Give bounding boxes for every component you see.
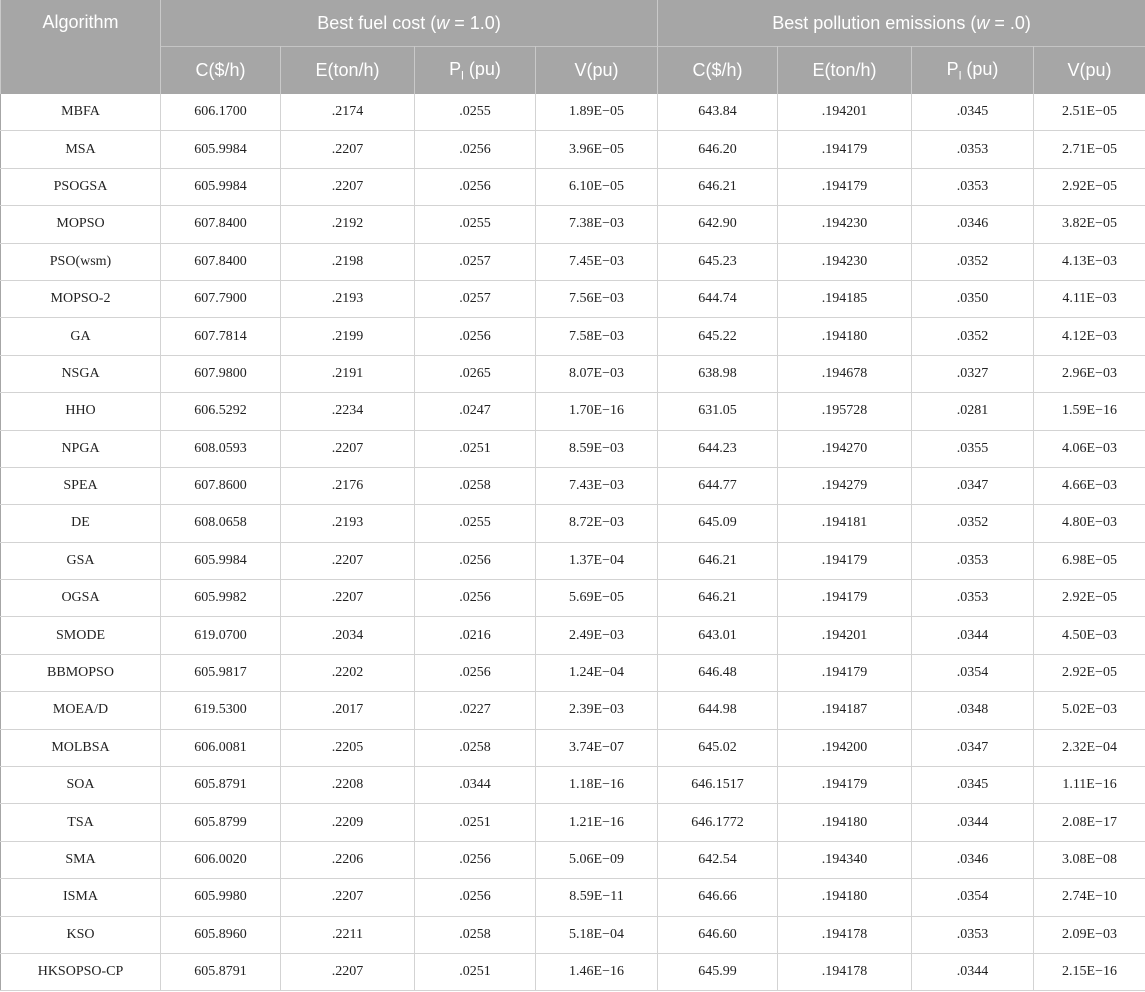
fuel-e-cell: .2207: [281, 131, 415, 168]
table-row: [1, 841, 1145, 878]
algorithm-cell: TSA: [1, 804, 161, 841]
fuel-c-cell: 605.8791: [161, 953, 281, 990]
pollution-v-cell: 2.92E−05: [1034, 654, 1145, 691]
fuel-v-cell: 8.72E−03: [536, 505, 658, 542]
pollution-v-cell: 6.98E−05: [1034, 542, 1145, 579]
fuel-c-cell: 619.5300: [161, 692, 281, 729]
pollution-e-cell: .195728: [778, 393, 912, 430]
pollution-c-cell: 646.21: [658, 580, 778, 617]
pollution-pl-cell: .0348: [912, 692, 1034, 729]
fuel-pl-cell: .0255: [415, 94, 536, 131]
pollution-pl-cell: .0345: [912, 767, 1034, 804]
fuel-pl-cell: .0216: [415, 617, 536, 654]
algorithm-cell: OGSA: [1, 580, 161, 617]
table-row: [1, 767, 1145, 804]
pollution-c-cell: 642.90: [658, 206, 778, 243]
fuel-c-cell: 605.9817: [161, 654, 281, 691]
table-row: [1, 505, 1145, 542]
fuel-c-cell: 607.9800: [161, 355, 281, 392]
table-row: [1, 953, 1145, 990]
pollution-c-cell: 646.20: [658, 131, 778, 168]
fuel-e-cell: .2207: [281, 168, 415, 205]
pollution-c-cell: 646.21: [658, 168, 778, 205]
fuel-c-cell: 607.8400: [161, 243, 281, 280]
fuel-c-cell: 608.0593: [161, 430, 281, 467]
pollution-pl-cell: .0352: [912, 318, 1034, 355]
pollution-c-cell: 644.77: [658, 467, 778, 504]
pollution-e-cell: .194180: [778, 879, 912, 916]
pollution-e-cell: .194187: [778, 692, 912, 729]
fuel-v-cell: 8.07E−03: [536, 355, 658, 392]
fuel-v-cell: 7.56E−03: [536, 280, 658, 317]
fuel-v-cell: 8.59E−11: [536, 879, 658, 916]
table-row: [1, 131, 1145, 168]
fuel-v-cell: 7.43E−03: [536, 467, 658, 504]
table-row: [1, 542, 1145, 579]
pollution-c-cell: 645.23: [658, 243, 778, 280]
pollution-pl-cell: .0347: [912, 729, 1034, 766]
pollution-pl-cell: .0347: [912, 467, 1034, 504]
fuel-v-cell: 3.96E−05: [536, 131, 658, 168]
pollution-pl-cell: .0353: [912, 580, 1034, 617]
pollution-pl-cell: .0354: [912, 654, 1034, 691]
fuel-e-cell: .2207: [281, 953, 415, 990]
pollution-v-cell: 4.50E−03: [1034, 617, 1145, 654]
fuel-pl-cell: .0256: [415, 654, 536, 691]
algorithm-column-header: Algorithm: [1, 0, 161, 94]
pollution-c-cell: 645.22: [658, 318, 778, 355]
pollution-c-cell: 645.02: [658, 729, 778, 766]
algorithm-cell: BBMOPSO: [1, 654, 161, 691]
fuel-c-cell: 606.5292: [161, 393, 281, 430]
fuel-e-cell: .2234: [281, 393, 415, 430]
fuel-pl-cell: .0247: [415, 393, 536, 430]
fuel-c-cell: 605.8960: [161, 916, 281, 953]
pollution-pl-cell: .0345: [912, 94, 1034, 131]
algorithm-cell: NSGA: [1, 355, 161, 392]
pollution-v-cell: 2.71E−05: [1034, 131, 1145, 168]
fuel-v-cell: 1.89E−05: [536, 94, 658, 131]
fuel-v-cell: 1.24E−04: [536, 654, 658, 691]
pollution-v-cell: 4.80E−03: [1034, 505, 1145, 542]
algorithm-cell: SMODE: [1, 617, 161, 654]
table-row: [1, 804, 1145, 841]
pollution-c-cell: 646.66: [658, 879, 778, 916]
pollution-c-cell: 646.1772: [658, 804, 778, 841]
table-row: [1, 879, 1145, 916]
fuel-c-cell: 605.9982: [161, 580, 281, 617]
fuel-c-cell: 607.8400: [161, 206, 281, 243]
fuel-c-cell: 606.0081: [161, 729, 281, 766]
pollution-c-cell: 644.23: [658, 430, 778, 467]
fuel-e-cell: .2199: [281, 318, 415, 355]
pollution-c-cell: 643.01: [658, 617, 778, 654]
fuel-cost-group-header: Best fuel cost (w = 1.0): [161, 0, 658, 47]
pollution-pl-header: $P_l$ (pu): [912, 47, 1034, 95]
fuel-e-cell: .2207: [281, 580, 415, 617]
pollution-e-cell: .194230: [778, 243, 912, 280]
table-row: [1, 94, 1145, 131]
pollution-c-cell: 644.98: [658, 692, 778, 729]
pollution-v-cell: 2.32E−04: [1034, 729, 1145, 766]
fuel-v-cell: 1.18E−16: [536, 767, 658, 804]
pollution-pl-cell: .0281: [912, 393, 1034, 430]
algorithm-cell: KSO: [1, 916, 161, 953]
fuel-pl-cell: .0258: [415, 729, 536, 766]
fuel-pl-cell: .0257: [415, 280, 536, 317]
pollution-v-cell: 1.59E−16: [1034, 393, 1145, 430]
table-row: [1, 168, 1145, 205]
table-row: [1, 280, 1145, 317]
fuel-cost-e-header: E(ton/h): [281, 47, 415, 95]
fuel-v-cell: 5.18E−04: [536, 916, 658, 953]
algorithm-cell: MOPSO: [1, 206, 161, 243]
fuel-c-cell: 606.1700: [161, 94, 281, 131]
fuel-pl-cell: .0256: [415, 580, 536, 617]
table-row: [1, 916, 1145, 953]
table-row: [1, 355, 1145, 392]
algorithm-cell: NPGA: [1, 430, 161, 467]
algorithm-cell: DE: [1, 505, 161, 542]
fuel-c-cell: 605.9984: [161, 131, 281, 168]
pollution-e-cell: .194185: [778, 280, 912, 317]
pollution-e-cell: .194180: [778, 318, 912, 355]
pollution-e-cell: .194178: [778, 953, 912, 990]
fuel-v-cell: 8.59E−03: [536, 430, 658, 467]
fuel-v-cell: 1.70E−16: [536, 393, 658, 430]
pollution-c-cell: 644.74: [658, 280, 778, 317]
pollution-pl-cell: .0352: [912, 243, 1034, 280]
table-row: [1, 393, 1145, 430]
fuel-pl-cell: .0256: [415, 131, 536, 168]
table-row: [1, 243, 1145, 280]
fuel-cost-pl-header: $P_l$ (pu): [415, 47, 536, 95]
fuel-e-cell: .2208: [281, 767, 415, 804]
pollution-e-cell: .194340: [778, 841, 912, 878]
pollution-v-cell: 2.74E−10: [1034, 879, 1145, 916]
pollution-pl-cell: .0344: [912, 953, 1034, 990]
fuel-e-cell: .2206: [281, 841, 415, 878]
pollution-e-cell: .194179: [778, 580, 912, 617]
fuel-e-cell: .2193: [281, 280, 415, 317]
pollution-c-cell: 642.54: [658, 841, 778, 878]
pollution-pl-cell: .0327: [912, 355, 1034, 392]
fuel-c-cell: 607.8600: [161, 467, 281, 504]
pollution-v-cell: 5.02E−03: [1034, 692, 1145, 729]
fuel-e-cell: .2034: [281, 617, 415, 654]
fuel-v-cell: 5.06E−09: [536, 841, 658, 878]
fuel-c-cell: 605.9984: [161, 168, 281, 205]
fuel-v-cell: 2.49E−03: [536, 617, 658, 654]
fuel-pl-cell: .0256: [415, 168, 536, 205]
fuel-v-cell: 1.37E−04: [536, 542, 658, 579]
pollution-v-cell: 2.96E−03: [1034, 355, 1145, 392]
fuel-pl-cell: .0251: [415, 804, 536, 841]
fuel-pl-cell: .0256: [415, 542, 536, 579]
pollution-e-cell: .194201: [778, 94, 912, 131]
pollution-pl-cell: .0344: [912, 804, 1034, 841]
fuel-pl-cell: .0258: [415, 916, 536, 953]
fuel-e-cell: .2202: [281, 654, 415, 691]
fuel-v-cell: 1.46E−16: [536, 953, 658, 990]
algorithm-cell: MOLBSA: [1, 729, 161, 766]
fuel-pl-cell: .0257: [415, 243, 536, 280]
pollution-pl-cell: .0353: [912, 542, 1034, 579]
fuel-c-cell: 605.8799: [161, 804, 281, 841]
pollution-pl-cell: .0350: [912, 280, 1034, 317]
algorithm-cell: MBFA: [1, 94, 161, 131]
fuel-c-cell: 605.8791: [161, 767, 281, 804]
fuel-e-cell: .2207: [281, 879, 415, 916]
pollution-c-cell: 646.21: [658, 542, 778, 579]
table-body: [1, 94, 1145, 991]
pollution-c-cell: 646.60: [658, 916, 778, 953]
fuel-v-cell: 7.58E−03: [536, 318, 658, 355]
algorithm-cell: HHO: [1, 393, 161, 430]
pollution-c-cell: 643.84: [658, 94, 778, 131]
pollution-e-cell: .194178: [778, 916, 912, 953]
pollution-group-header: Best pollution emissions (w = .0): [658, 0, 1145, 47]
fuel-e-cell: .2207: [281, 542, 415, 579]
table-row: [1, 729, 1145, 766]
fuel-v-cell: 3.74E−07: [536, 729, 658, 766]
fuel-c-cell: 606.0020: [161, 841, 281, 878]
fuel-pl-cell: .0251: [415, 953, 536, 990]
fuel-e-cell: .2192: [281, 206, 415, 243]
fuel-c-cell: 608.0658: [161, 505, 281, 542]
fuel-pl-cell: .0256: [415, 841, 536, 878]
algorithm-cell: MOPSO-2: [1, 280, 161, 317]
pollution-pl-cell: .0353: [912, 916, 1034, 953]
pollution-v-cell: 4.66E−03: [1034, 467, 1145, 504]
algorithm-cell: MSA: [1, 131, 161, 168]
pollution-c-cell: 645.99: [658, 953, 778, 990]
pollution-e-cell: .194179: [778, 767, 912, 804]
pollution-v-cell: 4.06E−03: [1034, 430, 1145, 467]
fuel-e-cell: .2211: [281, 916, 415, 953]
pollution-e-cell: .194201: [778, 617, 912, 654]
pollution-e-cell: .194230: [778, 206, 912, 243]
fuel-e-cell: .2207: [281, 430, 415, 467]
fuel-e-cell: .2205: [281, 729, 415, 766]
pollution-c-cell: 631.05: [658, 393, 778, 430]
pollution-e-cell: .194180: [778, 804, 912, 841]
fuel-pl-cell: .0344: [415, 767, 536, 804]
pollution-e-cell: .194200: [778, 729, 912, 766]
fuel-e-cell: .2176: [281, 467, 415, 504]
pollution-pl-cell: .0353: [912, 168, 1034, 205]
algorithm-cell: HKSOPSO-CP: [1, 953, 161, 990]
fuel-v-cell: 2.39E−03: [536, 692, 658, 729]
table-row: [1, 430, 1145, 467]
table-row: [1, 580, 1145, 617]
fuel-pl-cell: .0256: [415, 879, 536, 916]
table-row: [1, 467, 1145, 504]
table-row: [1, 692, 1145, 729]
fuel-e-cell: .2174: [281, 94, 415, 131]
pollution-e-cell: .194179: [778, 542, 912, 579]
fuel-v-cell: 1.21E−16: [536, 804, 658, 841]
fuel-e-cell: .2198: [281, 243, 415, 280]
pollution-e-cell: .194181: [778, 505, 912, 542]
pollution-e-cell: .194179: [778, 654, 912, 691]
pollution-e-cell: .194270: [778, 430, 912, 467]
fuel-pl-cell: .0251: [415, 430, 536, 467]
fuel-pl-cell: .0258: [415, 467, 536, 504]
pollution-pl-cell: .0355: [912, 430, 1034, 467]
fuel-cost-v-header: V(pu): [536, 47, 658, 95]
algorithm-cell: SMA: [1, 841, 161, 878]
pollution-c-cell: 646.48: [658, 654, 778, 691]
algorithm-cell: MOEA/D: [1, 692, 161, 729]
fuel-c-cell: 607.7814: [161, 318, 281, 355]
pollution-pl-cell: .0346: [912, 206, 1034, 243]
pollution-e-cell: .194279: [778, 467, 912, 504]
fuel-v-cell: 7.45E−03: [536, 243, 658, 280]
pollution-v-cell: 3.08E−08: [1034, 841, 1145, 878]
pollution-c-cell: 645.09: [658, 505, 778, 542]
pollution-v-cell: 2.08E−17: [1034, 804, 1145, 841]
pollution-pl-cell: .0346: [912, 841, 1034, 878]
pollution-v-cell: 2.09E−03: [1034, 916, 1145, 953]
pollution-pl-cell: .0353: [912, 131, 1034, 168]
fuel-v-cell: 5.69E−05: [536, 580, 658, 617]
fuel-pl-cell: .0265: [415, 355, 536, 392]
fuel-c-cell: 605.9984: [161, 542, 281, 579]
fuel-e-cell: .2193: [281, 505, 415, 542]
pollution-v-cell: 1.11E−16: [1034, 767, 1145, 804]
algorithm-cell: GA: [1, 318, 161, 355]
pollution-v-cell: 3.82E−05: [1034, 206, 1145, 243]
pollution-v-cell: 4.11E−03: [1034, 280, 1145, 317]
fuel-e-cell: .2209: [281, 804, 415, 841]
fuel-v-cell: 6.10E−05: [536, 168, 658, 205]
pollution-v-cell: 2.92E−05: [1034, 168, 1145, 205]
algorithm-cell: ISMA: [1, 879, 161, 916]
pollution-e-cell: .194179: [778, 131, 912, 168]
pollution-pl-cell: .0352: [912, 505, 1034, 542]
pollution-v-cell: 4.13E−03: [1034, 243, 1145, 280]
table-row: [1, 654, 1145, 691]
pollution-v-cell: 2.92E−05: [1034, 580, 1145, 617]
fuel-pl-cell: .0227: [415, 692, 536, 729]
table-row: [1, 206, 1145, 243]
algorithm-cell: PSOGSA: [1, 168, 161, 205]
table-row: [1, 617, 1145, 654]
pollution-pl-cell: .0344: [912, 617, 1034, 654]
algorithm-cell: SOA: [1, 767, 161, 804]
fuel-pl-cell: .0256: [415, 318, 536, 355]
pollution-e-cell: .194678: [778, 355, 912, 392]
fuel-c-cell: 607.7900: [161, 280, 281, 317]
pollution-c-header: C($/h): [658, 47, 778, 95]
fuel-cost-c-header: C($/h): [161, 47, 281, 95]
fuel-pl-cell: .0255: [415, 206, 536, 243]
fuel-pl-cell: .0255: [415, 505, 536, 542]
fuel-c-cell: 605.9980: [161, 879, 281, 916]
pollution-v-cell: 2.15E−16: [1034, 953, 1145, 990]
pollution-v-cell: 2.51E−05: [1034, 94, 1145, 131]
pollution-e-cell: .194179: [778, 168, 912, 205]
algorithm-cell: SPEA: [1, 467, 161, 504]
algorithm-cell: PSO(wsm): [1, 243, 161, 280]
pollution-pl-cell: .0354: [912, 879, 1034, 916]
fuel-e-cell: .2017: [281, 692, 415, 729]
algorithm-cell: GSA: [1, 542, 161, 579]
pollution-c-cell: 646.1517: [658, 767, 778, 804]
table-row: [1, 318, 1145, 355]
fuel-c-cell: 619.0700: [161, 617, 281, 654]
pollution-v-cell: 4.12E−03: [1034, 318, 1145, 355]
pollution-c-cell: 638.98: [658, 355, 778, 392]
pollution-v-header: V(pu): [1034, 47, 1145, 95]
fuel-e-cell: .2191: [281, 355, 415, 392]
pollution-e-header: E(ton/h): [778, 47, 912, 95]
fuel-v-cell: 7.38E−03: [536, 206, 658, 243]
table-header: [1, 0, 1145, 94]
